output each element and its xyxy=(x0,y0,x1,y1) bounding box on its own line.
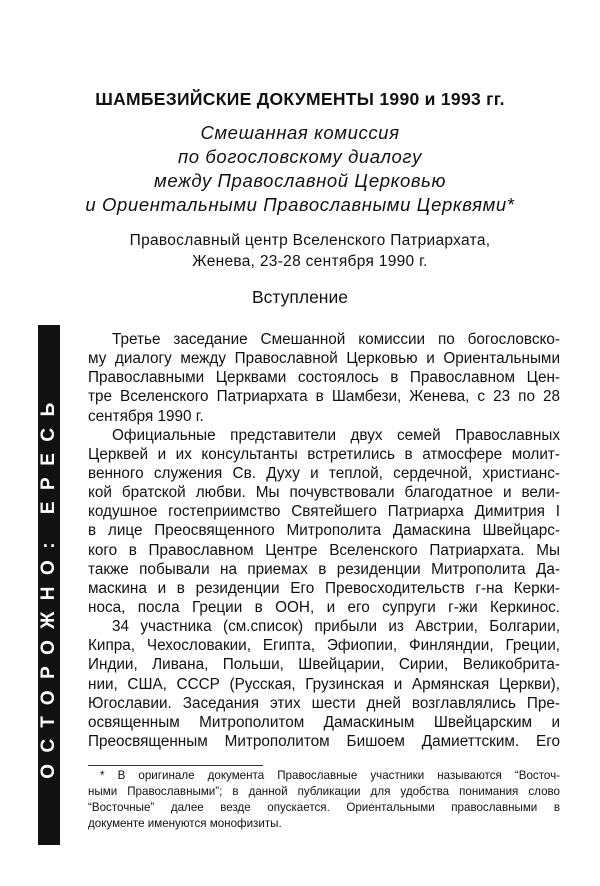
location-dateline xyxy=(60,230,560,272)
body-line: также побывали на приемах в резиденции Митрополита Да- xyxy=(88,560,560,578)
body-line: Третье заседание Смешанной комиссии по богословско- xyxy=(112,331,560,348)
body-line: Югославии. Заседания этих шести дней возглавлялись Пре- xyxy=(88,694,560,712)
sidebar-text: ОСТОРОЖНО: ЕРЕСЬ xyxy=(38,391,59,779)
subtitle-line: Смешанная комиссия xyxy=(200,122,400,143)
footnote-line: “Восточные” далее везде опускается. Ориентальными православными в xyxy=(88,801,560,814)
body-line: Преосвященным Митрополитом Бишоем Дамиеттским. Его xyxy=(88,732,560,750)
subtitle xyxy=(40,121,560,217)
document-title: ШАМБЕЗИЙСКИЕ ДОКУМЕНТЫ 1990 и 1993 гг. xyxy=(95,89,505,109)
footnote-line: ными Православными”; в данной публикации для удобства понимания слово xyxy=(88,785,560,798)
footnote-line: документе именуются монофизиты. xyxy=(88,817,282,830)
body-line: Православными Церквами состоялось в Православном Цен- xyxy=(88,369,560,387)
body-line: нии, США, СССР (Русская, Грузинская и Армянская Церкви), xyxy=(88,675,560,693)
body-line: кой братской любви. Мы почувствовали благодатное и вели- xyxy=(88,484,560,502)
body-line: венного служения Св. Духу и теплой, сердечной, христианс- xyxy=(88,464,560,482)
body-line: в лице Преосвященного Митрополита Дамаскина Швейцарс- xyxy=(88,522,560,540)
body-line: носа, посла Греции в ООН, и его супруги г-жи Керкинос. xyxy=(88,598,560,616)
body-text xyxy=(88,330,560,751)
body-line: освященным Митрополитом Дамаскиным Швейцарским и xyxy=(88,713,560,731)
subtitle-line: и Ориентальными Православными Церквями* xyxy=(85,194,515,215)
body-line: маскина и в резиденции Его Превосходительств г-на Керки- xyxy=(88,579,560,597)
body-line: Индии, Ливана, Польши, Швейцарии, Сирии, Великобрита- xyxy=(88,656,560,674)
footnote xyxy=(88,768,560,832)
body-line: кодушное гостеприимство Святейшего Патриарха Димитрия I xyxy=(88,503,560,521)
body-line: Кипра, Чехословакии, Египта, Эфиопии, Финляндии, Греции, xyxy=(88,637,560,655)
subtitle-line: по богословскому диалогу xyxy=(178,146,422,167)
location-line: Женева, 23-28 сентября 1990 г. xyxy=(192,253,428,270)
body-line: сентября 1990 г. xyxy=(88,407,204,425)
body-line: Официальные представители двух семей Православных xyxy=(112,426,560,444)
body-line: 34 участника (см.список) прибыли из Австрии, Болгарии, xyxy=(112,618,560,636)
section-heading: Вступление xyxy=(252,287,348,307)
body-line: кого в Православном Центре Вселенского Патриархата. Мы xyxy=(88,541,560,559)
location-line: Православный центр Вселенского Патриархата, xyxy=(129,232,491,249)
footnote-line: * В оригинале документа Православные участники называются “Восточ- xyxy=(100,769,560,782)
body-line: Церквей и их консультанты встретились в атмосфере молит- xyxy=(88,445,560,463)
subtitle-line: между Православной Церковью xyxy=(154,170,446,191)
body-line: му диалогу между Православной Церковью и Ориентальными xyxy=(88,350,560,368)
body-line: тре Вселенского Патриархата в Шамбези, Женева, с 23 по 28 xyxy=(88,388,560,406)
footnote-divider xyxy=(88,765,263,766)
vertical-sidebar-banner xyxy=(38,325,60,845)
